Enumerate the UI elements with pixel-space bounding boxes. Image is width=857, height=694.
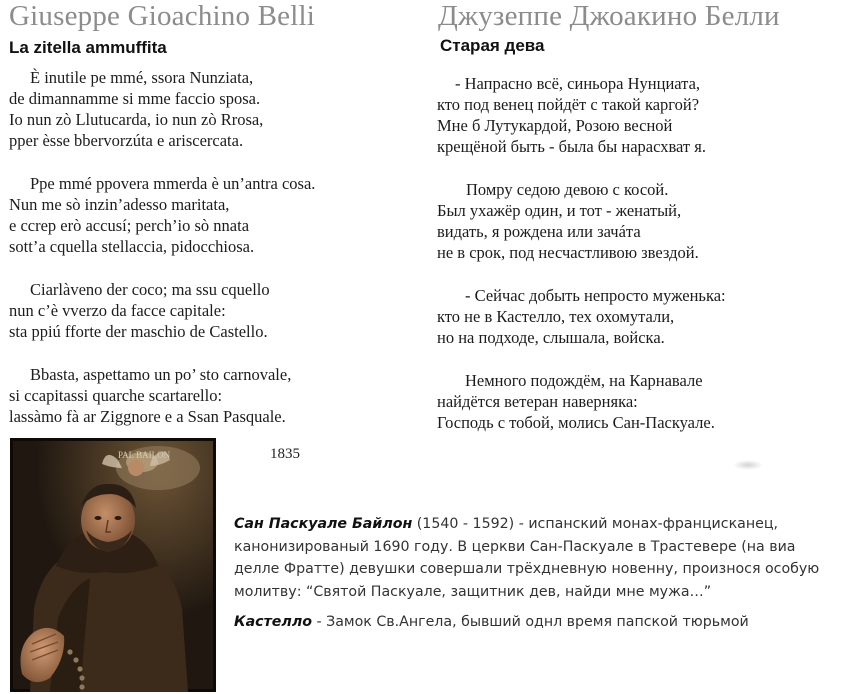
russian-stanza-4 (437, 370, 726, 433)
poem-line: e ccrep erò accusí; perch’io sò nnata (9, 216, 250, 235)
poem-line: найдётся ветеран наверняка: (437, 392, 638, 411)
note-term: Кастелло (234, 614, 312, 630)
russian-stanza-3 (437, 285, 726, 348)
poem-line: видать, я рождена или зачáта (437, 222, 641, 241)
poem-line: Bbasta, aspettamo un po’ sto carnovale, (30, 365, 292, 384)
poem-year: 1835 (270, 446, 300, 462)
note-text: (1540 - 1592) - испанский монах-францисканец, канонизированый 1690 году. В церкви Сан-Паскуале в Трастевере (на виа делле Фратте) девушки совершали трёхдневную новенну, произнося особую молитву: “Святой Паскуале, защитник дев, найди мне мужа…” (234, 516, 820, 600)
note-san-pasquale (234, 513, 834, 603)
poem-line: sott’a cquella stellaccia, pidocchiosa. (9, 237, 255, 256)
italian-poem-title: La zitella ammuffita (9, 38, 167, 57)
poem-line: но на подходе, слышала, войска. (437, 328, 665, 347)
poem-line: de dimannamme si mme faccio sposa. (9, 89, 261, 108)
russian-poem-title: Старая дева (440, 36, 545, 55)
poem-line: Ppe mmé ppovera mmerda è un’antra cosa. (30, 174, 316, 193)
poem-line: È inutile pe mmé, ssora Nunziata, (30, 68, 254, 87)
poem-line: кто не в Кастелло, тех охомутали, (437, 307, 675, 326)
italian-stanza-1 (9, 67, 315, 151)
russian-stanza-2 (437, 179, 726, 263)
poem-line: не в срок, под несчастливою звездой. (437, 243, 699, 262)
poem-line: Немного подождём, на Карнавале (465, 371, 703, 390)
italian-stanza-2 (9, 173, 315, 257)
russian-poem (437, 73, 726, 455)
poem-line: Помру седою девою с косой. (466, 180, 669, 199)
italian-stanza-4 (9, 364, 315, 427)
poem-line: - Напрасно всё, синьора Нунциата, (455, 74, 701, 93)
poem-line: nun c’è vverzo da facce capitale: (9, 301, 226, 320)
decorative-smudge (733, 460, 763, 470)
italian-stanza-3 (9, 279, 315, 342)
note-castello (234, 611, 834, 634)
poem-line: Ciarlàveno der coco; ma ssu cquello (30, 280, 270, 299)
portrait-inscription: PAL BAILON (118, 450, 171, 460)
note-term: Сан Паскуале Байлон (234, 516, 413, 532)
poem-line: Господь с тобой, молись Сан-Паскуале. (437, 413, 715, 432)
russian-author: Джузеппе Джоакино Белли (438, 0, 780, 32)
poem-line: - Сейчас добыть непросто муженька: (465, 286, 726, 305)
poem-line: Nun me sò inzin’adesso maritata, (9, 195, 230, 214)
saint-portrait (10, 438, 216, 692)
poem-line: Io nun zò Llutucarda, io nun zò Rrosa, (9, 110, 264, 129)
russian-stanza-1 (437, 73, 726, 157)
poem-line: кто под венец пойдёт с такой каргой? (437, 95, 700, 114)
poem-line: si ccapitassi quarche scartarello: (9, 386, 223, 405)
poem-line: sta ppiú fforte der maschio de Castello. (9, 322, 268, 341)
italian-poem (9, 67, 315, 449)
saint-portrait-painting-icon (10, 438, 216, 692)
notes (234, 513, 834, 634)
poem-line: Мне б Лутукардой, Розою весной (437, 116, 673, 135)
italian-author: Giuseppe Gioachino Belli (9, 0, 316, 32)
poem-line: pper èsse bbervorzúta e ariscercata. (9, 131, 244, 150)
poem-line: Был ухажёр один, и тот - женатый, (437, 201, 682, 220)
poem-line: крещёной быть - была бы нарасхват я. (437, 137, 706, 156)
note-text: - Замок Св.Ангела, бывший однл время папской тюрьмой (311, 614, 749, 630)
poem-line: lassàmo fà ar Ziggnore e a Ssan Pasquale. (9, 407, 286, 426)
